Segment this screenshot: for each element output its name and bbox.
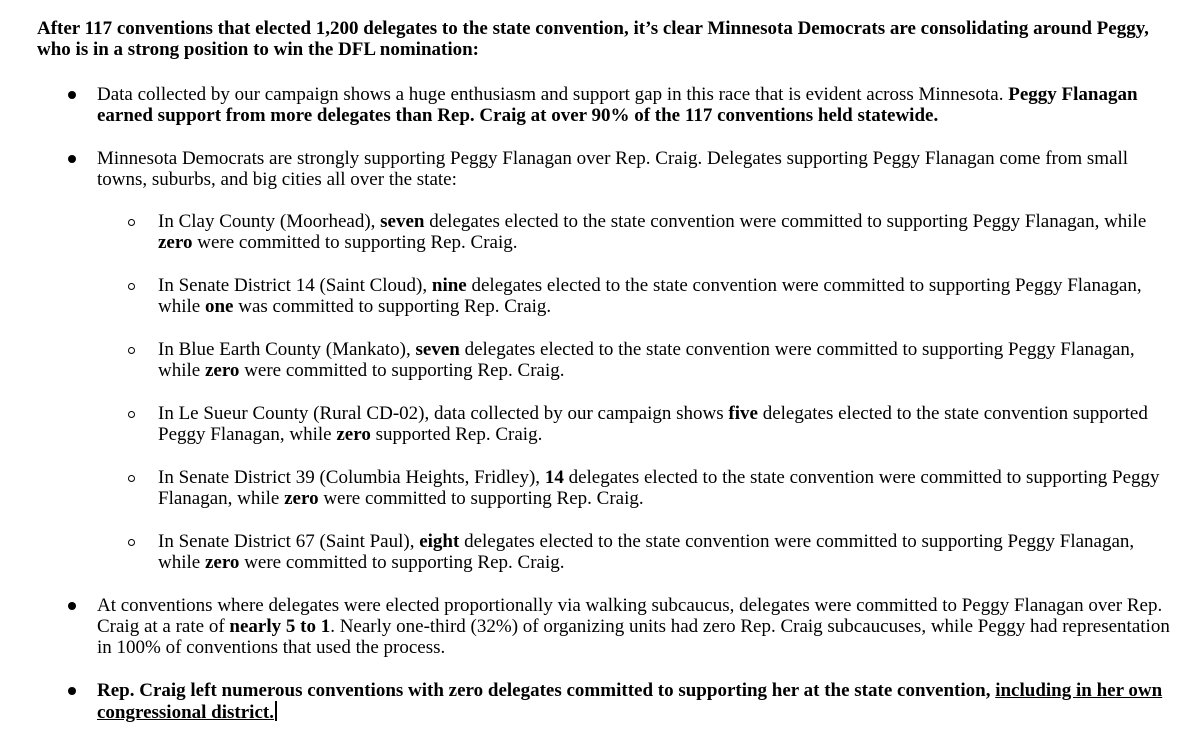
underlined-phrase: including in her own congressional district. [97,680,1163,723]
circle-bullet-icon [128,539,135,546]
circle-bullet-icon [128,347,135,354]
bullet-text: At conventions where delegates were elected proportionally via walking subcaucus, delegates were committed to Peggy Flanagan over Rep. Craig at a rate of nearly 5 to 1. Nearly one-third (32%) of organizing units had zero Rep. Craig subcaucuses, while Peggy had representation in 100% of conventions that used the process. [97,595,1170,658]
sub-bullet-text: In Clay County (Moorhead), seven delegates elected to the state convention were committed to supporting Peggy Flanagan, while zero were committed to supporting Rep. Craig. [158,211,1147,253]
sub-bullet-text: In Le Sueur County (Rural CD-02), data collected by our campaign shows five delegates elected to the state convention supported Peggy Flanagan, while zero supported Rep. Craig. [158,403,1148,445]
bullet-text: Data collected by our campaign shows a huge enthusiasm and support gap in this race that is evident across Minnesota. Peggy Flanagan earned support from more delegates than Rep. Craig at over 90% of the 117 conventions held statewide. [97,84,1138,126]
bullet-icon [68,91,76,99]
circle-bullet-icon [128,219,135,226]
sub-bullet-text: In Senate District 14 (Saint Cloud), nine delegates elected to the state convention were committed to supporting Peggy Flanagan, while one was committed to supporting Rep. Craig. [158,275,1142,317]
sub-bullet-text: In Senate District 39 (Columbia Heights, Fridley), 14 delegates elected to the state convention were committed to supporting Peggy Flanagan, while zero were committed to supporting Rep. Craig. [158,467,1160,509]
bullet-icon [68,602,76,610]
intro-paragraph: After 117 conventions that elected 1,200 delegates to the state convention, it’s clear Minnesota Democrats are consolidating around Peggy, who is in a strong position to win the DFL nomination: [37,18,1149,60]
sub-bullet-text: In Senate District 67 (Saint Paul), eight delegates elected to the state convention were committed to supporting Peggy Flanagan, while zero were committed to supporting Rep. Craig. [158,531,1135,573]
bullet-text: Rep. Craig left numerous conventions with zero delegates committed to supporting her at the state convention, including in her own congressional district. [97,680,1163,723]
bullet-text: Minnesota Democrats are strongly supporting Peggy Flanagan over Rep. Craig. Delegates supporting Peggy Flanagan come from small towns, suburbs, and big cities all over the state: [97,148,1129,190]
bullet-icon [68,687,76,695]
circle-bullet-icon [128,283,135,290]
circle-bullet-icon [128,411,135,418]
text-cursor[interactable] [275,701,277,721]
circle-bullet-icon [128,475,135,482]
bullet-icon [68,155,76,163]
sub-bullet-text: In Blue Earth County (Mankato), seven delegates elected to the state convention were committed to supporting Peggy Flanagan, while zero were committed to supporting Rep. Craig. [158,339,1135,381]
